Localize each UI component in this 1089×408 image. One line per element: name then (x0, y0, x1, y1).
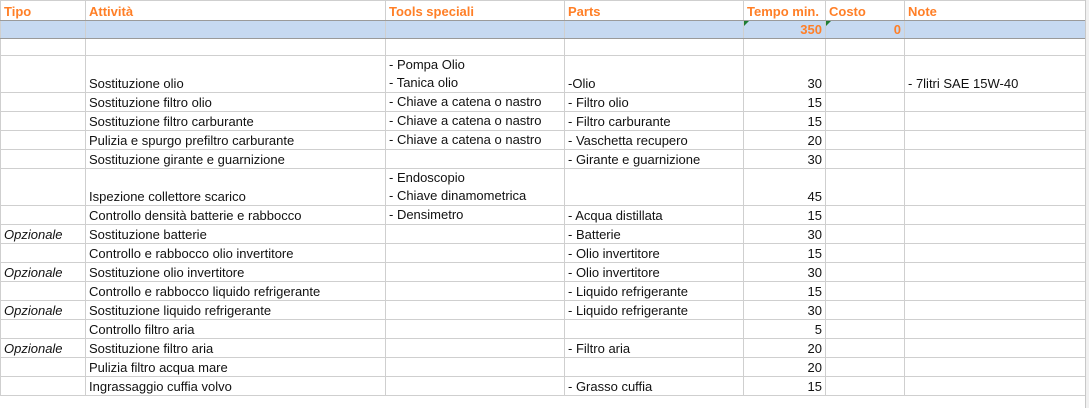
total-tempo-value: 350 (800, 22, 822, 37)
tool-line (389, 301, 561, 319)
tempo-cell[interactable]: 15 (744, 112, 826, 131)
costo-cell[interactable] (826, 301, 905, 320)
table-row (1, 282, 1089, 301)
parts-cell[interactable]: - Vaschetta recupero (565, 131, 744, 150)
tool-line: - Tanica olio (389, 75, 459, 90)
tools-cell[interactable] (386, 377, 565, 396)
note-cell[interactable]: - 7litri SAE 15W-40 (905, 56, 1089, 93)
tools-cell[interactable] (386, 112, 565, 131)
totals-empty-cell[interactable] (565, 21, 744, 39)
parts-cell[interactable]: - Grasso cuffia (565, 377, 744, 396)
empty-cell[interactable] (826, 39, 905, 56)
tipo-cell[interactable] (1, 244, 86, 263)
header-parts[interactable]: Parts (565, 1, 744, 21)
tools-cell[interactable] (386, 244, 565, 263)
parts-cell[interactable] (565, 169, 744, 206)
table-row (1, 169, 1089, 206)
blank-row (1, 39, 1089, 56)
tool-line (389, 244, 561, 262)
empty-cell[interactable] (1, 39, 86, 56)
table-row (1, 225, 1089, 244)
table-row (1, 131, 1089, 150)
tool-line: - Endoscopio (389, 170, 465, 185)
header-note[interactable]: Note (905, 1, 1089, 21)
note-cell[interactable] (905, 339, 1089, 358)
tempo-cell[interactable]: 20 (744, 358, 826, 377)
totals-empty-cell[interactable] (86, 21, 386, 39)
totals-empty-cell[interactable] (1, 21, 86, 39)
tempo-cell[interactable]: 15 (744, 377, 826, 396)
attivita-cell[interactable]: Sostituzione liquido refrigerante (86, 301, 386, 320)
empty-cell[interactable] (86, 39, 386, 56)
attivita-cell[interactable]: Sostituzione olio (86, 56, 386, 93)
tempo-cell[interactable]: 30 (744, 56, 826, 93)
tipo-cell[interactable]: Opzionale (1, 339, 86, 358)
costo-cell[interactable] (826, 112, 905, 131)
attivita-cell[interactable]: Sostituzione filtro olio (86, 93, 386, 112)
tempo-cell[interactable]: 20 (744, 339, 826, 358)
note-cell[interactable] (905, 169, 1089, 206)
tempo-cell[interactable]: 30 (744, 263, 826, 282)
attivita-cell[interactable]: Ingrassaggio cuffia volvo (86, 377, 386, 396)
vertical-scrollbar[interactable] (1085, 0, 1089, 408)
costo-cell[interactable] (826, 169, 905, 206)
total-costo-cell[interactable] (826, 21, 905, 39)
header-tipo[interactable]: Tipo (1, 1, 86, 21)
tools-cell[interactable] (386, 339, 565, 358)
tool-line (389, 282, 561, 300)
table-row (1, 320, 1089, 339)
totals-empty-cell[interactable] (386, 21, 565, 39)
costo-cell[interactable] (826, 320, 905, 339)
tipo-cell[interactable] (1, 320, 86, 339)
tool-line: - Chiave a catena o nastro (389, 132, 542, 147)
total-tempo-cell[interactable] (744, 21, 826, 39)
tipo-cell[interactable] (1, 282, 86, 301)
tempo-cell[interactable]: 45 (744, 169, 826, 206)
tipo-cell[interactable] (1, 131, 86, 150)
header-attivita[interactable]: Attività (86, 1, 386, 21)
note-cell[interactable] (905, 377, 1089, 396)
parts-cell[interactable]: - Girante e guarnizione (565, 150, 744, 169)
tools-cell[interactable] (386, 206, 565, 225)
parts-cell[interactable]: - Liquido refrigerante (565, 282, 744, 301)
costo-cell[interactable] (826, 282, 905, 301)
header-row (1, 1, 1089, 21)
costo-cell[interactable] (826, 225, 905, 244)
parts-cell[interactable]: - Batterie (565, 225, 744, 244)
table-row (1, 339, 1089, 358)
costo-cell[interactable] (826, 263, 905, 282)
tipo-cell[interactable] (1, 93, 86, 112)
header-tools[interactable]: Tools speciali (386, 1, 565, 21)
tools-cell[interactable] (386, 301, 565, 320)
tempo-cell[interactable]: 15 (744, 206, 826, 225)
parts-cell[interactable]: - Olio invertitore (565, 244, 744, 263)
totals-row (1, 21, 1089, 39)
note-cell[interactable] (905, 263, 1089, 282)
empty-cell[interactable] (565, 39, 744, 56)
attivita-cell[interactable]: Controllo e rabbocco liquido refrigerante (86, 282, 386, 301)
tipo-cell[interactable]: Opzionale (1, 225, 86, 244)
note-cell[interactable] (905, 301, 1089, 320)
tools-cell[interactable] (386, 169, 565, 206)
tipo-cell[interactable] (1, 206, 86, 225)
costo-cell[interactable] (826, 131, 905, 150)
table-row (1, 244, 1089, 263)
costo-cell[interactable] (826, 339, 905, 358)
parts-cell[interactable]: - Liquido refrigerante (565, 301, 744, 320)
parts-cell[interactable]: -Olio (565, 56, 744, 93)
empty-cell[interactable] (744, 39, 826, 56)
attivita-cell[interactable]: Controllo e rabbocco olio invertitore (86, 244, 386, 263)
tipo-cell[interactable] (1, 56, 86, 93)
table-row (1, 301, 1089, 320)
parts-cell[interactable] (565, 358, 744, 377)
tools-cell[interactable] (386, 93, 565, 112)
costo-cell[interactable] (826, 358, 905, 377)
tempo-cell[interactable]: 30 (744, 301, 826, 320)
attivita-cell[interactable]: Controllo densità batterie e rabbocco (86, 206, 386, 225)
tools-cell[interactable] (386, 56, 565, 93)
tipo-cell[interactable]: Opzionale (1, 263, 86, 282)
tools-cell[interactable] (386, 320, 565, 339)
tool-line: - Densimetro (389, 207, 464, 222)
tools-cell[interactable] (386, 131, 565, 150)
tool-line: - Chiave a catena o nastro (389, 113, 542, 128)
totals-empty-cell[interactable] (905, 21, 1089, 39)
empty-cell[interactable] (905, 39, 1089, 56)
table-row (1, 150, 1089, 169)
attivita-cell[interactable]: Sostituzione filtro aria (86, 339, 386, 358)
tools-cell[interactable] (386, 225, 565, 244)
parts-cell[interactable] (565, 320, 744, 339)
tool-line (389, 320, 561, 338)
parts-cell[interactable]: - Olio invertitore (565, 263, 744, 282)
costo-cell[interactable] (826, 377, 905, 396)
note-cell[interactable] (905, 320, 1089, 339)
tool-line (389, 225, 561, 243)
tool-line: - Chiave dinamometrica (389, 188, 527, 203)
attivita-cell[interactable]: Sostituzione olio invertitore (86, 263, 386, 282)
tools-cell[interactable] (386, 358, 565, 377)
tipo-cell[interactable]: Opzionale (1, 301, 86, 320)
note-cell[interactable] (905, 112, 1089, 131)
attivita-cell[interactable]: Pulizia filtro acqua mare (86, 358, 386, 377)
tool-line: - Chiave a catena o nastro (389, 94, 542, 109)
note-cell[interactable] (905, 131, 1089, 150)
formula-indicator-icon (826, 21, 831, 26)
costo-cell[interactable] (826, 244, 905, 263)
header-costo[interactable]: Costo (826, 1, 905, 21)
table-row (1, 112, 1089, 131)
note-cell[interactable] (905, 206, 1089, 225)
attivita-cell[interactable]: Sostituzione batterie (86, 225, 386, 244)
tipo-cell[interactable] (1, 150, 86, 169)
tempo-cell[interactable]: 30 (744, 225, 826, 244)
note-cell[interactable] (905, 282, 1089, 301)
tipo-cell[interactable] (1, 169, 86, 206)
costo-cell[interactable] (826, 206, 905, 225)
table-row (1, 358, 1089, 377)
note-cell[interactable] (905, 93, 1089, 112)
tempo-cell[interactable]: 15 (744, 244, 826, 263)
costo-cell[interactable] (826, 56, 905, 93)
formula-indicator-icon (744, 21, 749, 26)
attivita-cell[interactable]: Sostituzione girante e guarnizione (86, 150, 386, 169)
tool-line (389, 150, 561, 168)
parts-cell[interactable]: - Filtro carburante (565, 112, 744, 131)
tempo-cell[interactable]: 30 (744, 150, 826, 169)
tools-cell[interactable] (386, 150, 565, 169)
tool-line: - Pompa Olio (389, 57, 465, 72)
tools-cell[interactable] (386, 263, 565, 282)
tipo-cell[interactable] (1, 358, 86, 377)
total-costo-value: 0 (893, 22, 901, 37)
attivita-cell[interactable]: Controllo filtro aria (86, 320, 386, 339)
tipo-cell[interactable] (1, 377, 86, 396)
note-cell[interactable] (905, 358, 1089, 377)
table-row (1, 93, 1089, 112)
note-cell[interactable] (905, 225, 1089, 244)
table-row (1, 206, 1089, 225)
attivita-cell[interactable]: Ispezione collettore scarico (86, 169, 386, 206)
tools-cell[interactable] (386, 282, 565, 301)
tipo-cell[interactable] (1, 112, 86, 131)
tempo-cell[interactable]: 5 (744, 320, 826, 339)
table-row (1, 263, 1089, 282)
table-row (1, 56, 1089, 93)
note-cell[interactable] (905, 244, 1089, 263)
tempo-cell[interactable]: 15 (744, 282, 826, 301)
parts-cell[interactable]: - Filtro olio (565, 93, 744, 112)
costo-cell[interactable] (826, 93, 905, 112)
parts-cell[interactable]: - Acqua distillata (565, 206, 744, 225)
tool-line (389, 263, 561, 281)
empty-cell[interactable] (386, 39, 565, 56)
tempo-cell[interactable]: 20 (744, 131, 826, 150)
tool-line (389, 358, 561, 376)
costo-cell[interactable] (826, 150, 905, 169)
header-tempo[interactable]: Tempo min. (744, 1, 826, 21)
parts-cell[interactable]: - Filtro aria (565, 339, 744, 358)
note-cell[interactable] (905, 150, 1089, 169)
tool-line (389, 377, 561, 395)
attivita-cell[interactable]: Sostituzione filtro carburante (86, 112, 386, 131)
tool-line (389, 339, 561, 357)
table-row (1, 377, 1089, 396)
tempo-cell[interactable]: 15 (744, 93, 826, 112)
attivita-cell[interactable]: Pulizia e spurgo prefiltro carburante (86, 131, 386, 150)
